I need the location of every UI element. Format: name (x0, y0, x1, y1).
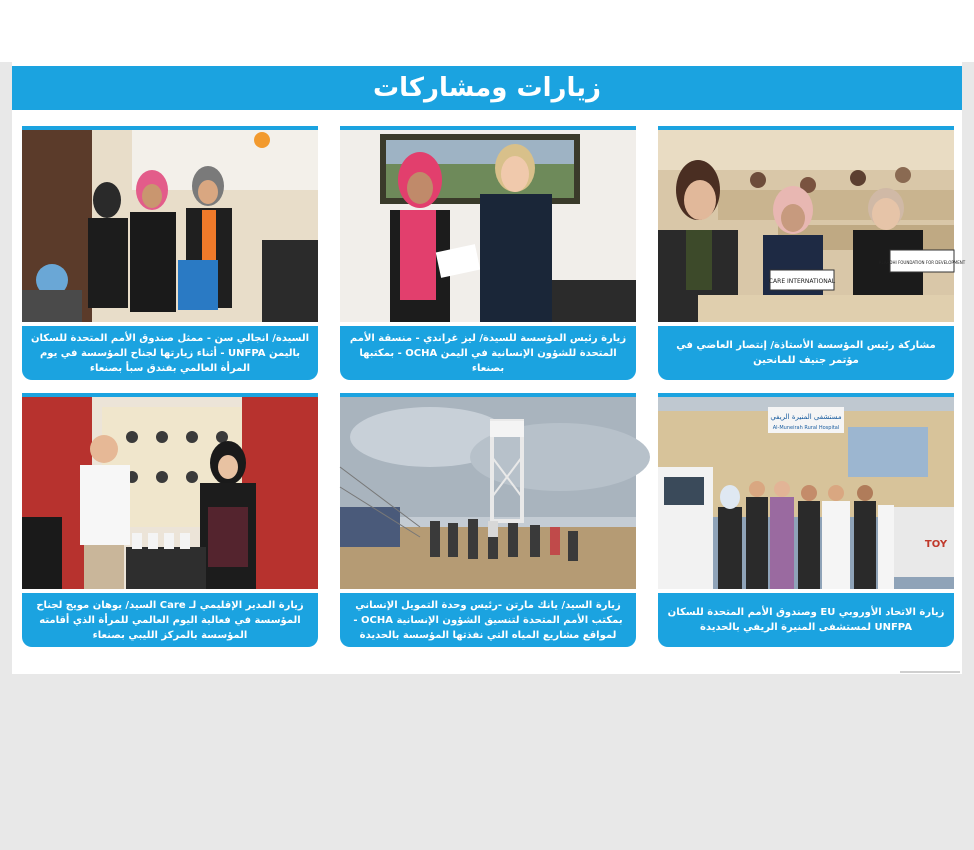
visit-card-office (340, 126, 636, 382)
section-title: زيارات ومشاركات (372, 73, 601, 103)
hospital-sign-arabic: مستشفى المنيرة الريفي (770, 413, 842, 421)
caption-text: السيدة/ انجالي سن - ممثل صندوق الأمم المتحدة للسكان باليمن UNFPA - أثناء زيارتها لجناح المؤسسة في يوم المرأة العالمي بفندق سبأ بصنعاء (30, 332, 310, 374)
visit-card-care-booth (22, 393, 318, 649)
caption-text: زيارة المدير الإقليمي لـ Care السيد/ يوهان مويج لجناح المؤسسة في فعالية اليوم العالمي للمرأة الذي أقامته المؤسسة بالمركز الليبي بصنعاء (36, 599, 304, 641)
caption-text: مشاركة رئيس المؤسسة الأستاذة/ إنتصار العاضي في مؤتمر جنيف للمانحين (676, 340, 936, 366)
care-name-plate: CARE INTERNATIONAL (768, 278, 836, 285)
hospital-sign-english: Al-Muneirah Rural Hospital (772, 425, 840, 431)
caption-box (340, 326, 636, 380)
water-project-photo (340, 393, 636, 589)
visit-card-conference (658, 126, 966, 382)
conference-photo (658, 126, 966, 322)
hospital-visit-photo (658, 393, 954, 589)
caption-text: زيارة السيد/ يانك مارتن -رئيس وحدة التمويل الإنساني بمكتب الأمم المتحدة لتنسيق الشؤون الإنسانية OCHA - لمواقع مشاريع المياه التي نفذتها المؤسسة بالحديدة (353, 599, 623, 641)
exhibition-booth-photo (22, 126, 318, 322)
top-strip (0, 0, 974, 62)
caption-box (340, 593, 636, 647)
visit-card-hospital (658, 393, 954, 649)
caption-text: زيارة رئيس المؤسسة للسيدة/ ليز غراندي - منسقة الأمم المتحدة للشؤون الإنسانية في اليمن OCHA - بمكتبها بصنعاء (349, 332, 627, 374)
caption-text: زيارة الاتحاد الأوروبي EU وصندوق الأمم المتحدة للسكان UNFPA لمستشفى المنيرة الريفي بالحديدة (667, 607, 945, 633)
alaadhi-name-plate: ALAADHI FOUNDATION FOR DEVELOPMENT (878, 260, 966, 265)
caption-box (22, 326, 318, 380)
visit-card-exhibition (22, 126, 318, 382)
toyota-badge: TOY (924, 539, 948, 550)
caption-box (658, 326, 954, 380)
section-banner (12, 66, 962, 110)
caption-box (658, 593, 954, 647)
office-visit-photo (340, 126, 636, 322)
footer-divider (900, 671, 960, 673)
visit-card-water-project (340, 393, 636, 649)
caption-box (22, 593, 318, 647)
care-booth-photo (22, 393, 318, 589)
